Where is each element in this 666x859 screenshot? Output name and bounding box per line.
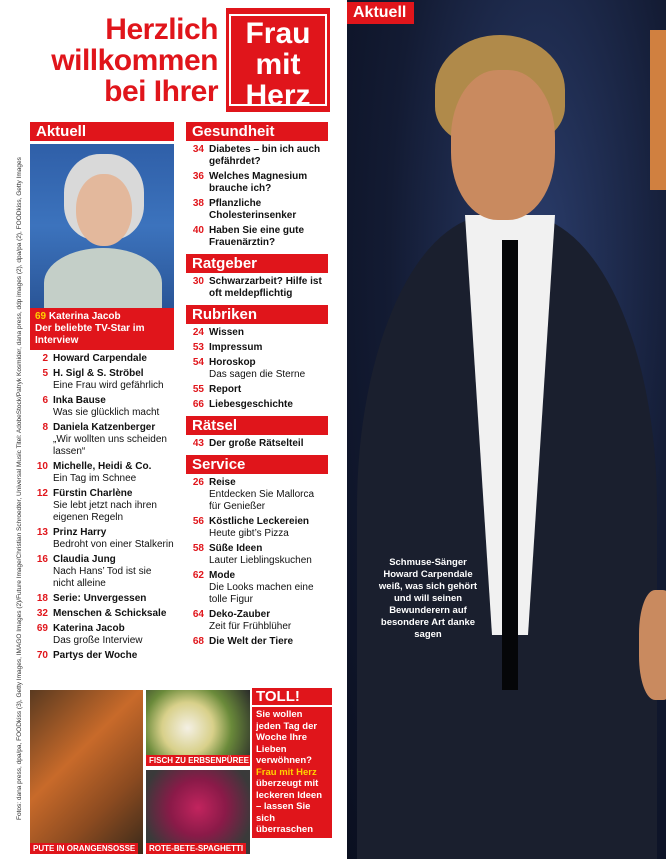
section-header-aktuell: Aktuell (30, 122, 174, 141)
photo-credits: Fotos: dana press, dpa/pa, FOODkiss (3), Getty Images, IMAGO Images (2)/Future Image/Christian Schroedter, Universal Music Titel: AdobeStock/Patryk Kosmider, dana press, ddp images (2), dpa/pa (2), FOODkiss, Getty Images (16, 157, 23, 820)
toc-entry (186, 438, 328, 450)
page-number: 16 (36, 554, 48, 565)
toc-entry (186, 276, 328, 300)
entry-title: Süße Ideen (209, 543, 263, 554)
page-number: 54 (192, 357, 204, 368)
toc-entry (186, 225, 328, 249)
entry-subtitle: Eine Frau wird gefährlich (53, 380, 164, 391)
toc-entry (186, 171, 328, 195)
page-number: 5 (42, 368, 48, 379)
entry-title: Howard Carpendale (53, 353, 147, 364)
recipe-photo-spaghetti: ROTE-BETE-SPAGHETTI (146, 770, 250, 854)
section-header: Gesundheit (186, 122, 328, 141)
entry-subtitle: Entdecken Sie Mallorca für Genießer (209, 489, 315, 512)
page-number: 43 (192, 438, 204, 449)
entry-subtitle: Das große Interview (53, 635, 143, 646)
page-number: 40 (192, 225, 204, 236)
page-number: 66 (192, 399, 204, 410)
entry-title: Claudia Jung (53, 554, 116, 565)
toc-entry (186, 144, 328, 168)
toc-entry (186, 342, 328, 354)
katerina-jacob-photo (30, 144, 174, 308)
entry-title: Michelle, Heidi & Co. (53, 461, 152, 472)
welcome-text: Herzlich willkommen bei Ihrer (51, 13, 218, 108)
page-number: 70 (36, 650, 48, 661)
page-number: 69 (36, 623, 48, 634)
entry-title: Welches Magnesium brauche ich? (209, 171, 308, 194)
page-number: 34 (192, 144, 204, 155)
toc-section (186, 416, 328, 450)
toc-entry (186, 198, 328, 222)
entry-title: H. Sigl & S. Ströbel (53, 368, 144, 379)
column-aktuell (30, 122, 174, 662)
entry-title: Wissen (209, 327, 244, 338)
entry-title: Pflanzliche Cholesterinsenker (209, 198, 297, 221)
page-number: 58 (192, 543, 204, 554)
entry-subtitle: Heute gibt’s Pizza (209, 528, 289, 539)
toc-section (186, 455, 328, 648)
entry-title: Serie: Unvergessen (53, 593, 147, 604)
toc-section (186, 305, 328, 411)
entry-subtitle: Sie lebt jetzt nach ihren eigenen Regeln (53, 500, 157, 523)
toc-entry (30, 395, 174, 419)
page-number: 55 (192, 384, 204, 395)
toc-entry (30, 554, 174, 590)
cover-story-caption: 69 Katerina Jacob Der beliebte TV-Star im Interview (30, 308, 174, 350)
toc-entry (30, 608, 174, 620)
entry-title: Diabetes – bin ich auch gefährdet? (209, 144, 321, 167)
entry-subtitle: Ein Tag im Schnee (53, 473, 137, 484)
photo-caption: Schmuse-Sänger Howard Carpendale weiß, was sich gehört und will seinen Bewunderern auf besondere Art danke sagen (378, 557, 478, 640)
page-number: 13 (36, 527, 48, 538)
toc-entry (30, 623, 174, 647)
toc-entry (186, 327, 328, 339)
entry-title: Prinz Harry (53, 527, 107, 538)
section-header: Rubriken (186, 305, 328, 324)
entry-title: Report (209, 384, 242, 395)
entry-title: Haben Sie eine gute Frauenärztin? (209, 225, 305, 248)
entry-subtitle: Die Looks machen eine tolle Figur (209, 582, 314, 605)
page-number: 18 (36, 593, 48, 604)
cover-photo-carpendale (347, 0, 666, 859)
section-header: Ratgeber (186, 254, 328, 273)
entry-title: Impressum (209, 342, 263, 353)
entry-subtitle: Nach Hans’ Tod ist sie nicht alleine (53, 566, 152, 589)
page-number: 36 (192, 171, 204, 182)
entry-title: Partys der Woche (53, 650, 138, 661)
toc-entry (30, 461, 174, 485)
entry-subtitle: Was sie glücklich macht (53, 407, 160, 418)
entry-title: Inka Bause (53, 395, 106, 406)
page-number: 6 (42, 395, 48, 406)
entry-title: Daniela Katzenberger (53, 422, 156, 433)
toc-entry (186, 516, 328, 540)
recipe-promo (30, 688, 330, 856)
page-number: 12 (36, 488, 48, 499)
toc-entry (30, 527, 174, 551)
page-number: 68 (192, 636, 204, 647)
aktuell-badge: Aktuell (347, 2, 414, 24)
entry-subtitle: „Wir wollten uns scheiden lassen“ (53, 434, 167, 457)
toc-entry (30, 353, 174, 365)
entry-title: Liebesgeschichte (209, 399, 293, 410)
toc-entry (30, 422, 174, 458)
toc-entry (186, 543, 328, 567)
section-header: Service (186, 455, 328, 474)
toc-entry (186, 636, 328, 648)
toc-section (186, 254, 328, 300)
page-number: 2 (42, 353, 48, 364)
entry-subtitle: Zeit für Frühblüher (209, 621, 292, 632)
section-header: Rätsel (186, 416, 328, 435)
toc-entry (186, 399, 328, 411)
entry-title: Der große Rätselteil (209, 438, 304, 449)
page-number: 38 (192, 198, 204, 209)
toc-entry (186, 384, 328, 396)
toc-section (186, 122, 328, 249)
page-number: 24 (192, 327, 204, 338)
entry-subtitle: Das sagen die Sterne (209, 369, 306, 380)
page-number: 56 (192, 516, 204, 527)
page-number: 64 (192, 609, 204, 620)
toc-entry (30, 650, 174, 662)
masthead (40, 8, 330, 116)
page-number: 53 (192, 342, 204, 353)
page-number: 30 (192, 276, 204, 287)
page-number: 8 (42, 422, 48, 433)
recipe-photo-fisch: FISCH ZU ERBSENPÜREE (146, 690, 250, 766)
toc-entry (186, 357, 328, 381)
page-number: 26 (192, 477, 204, 488)
entry-subtitle: Lauter Lieblingskuchen (209, 555, 312, 566)
toll-box: TOLL! Sie wollen jeden Tag der Woche Ihre Lieben verwöhnen? Frau mit Herz überzeugt mit leckeren Ideen – lassen Sie sich überraschen (252, 688, 332, 856)
page-number: 32 (36, 608, 48, 619)
toc-entry (30, 593, 174, 605)
entry-title: Menschen & Schicksale (53, 608, 167, 619)
entry-title: Schwarzarbeit? Hilfe ist oft meldepflichtig (209, 276, 322, 299)
entry-title: Deko-Zauber (209, 609, 271, 620)
aktuell-entries (30, 353, 174, 662)
entry-title: Mode (209, 570, 236, 581)
toc-entry (30, 488, 174, 524)
frau-mit-herz-logo: Frau mit Herz (226, 8, 330, 112)
entry-title: Köstliche Leckereien (209, 516, 310, 527)
entry-title: Reise (209, 477, 236, 488)
toc-entry (186, 570, 328, 606)
page-number: 10 (36, 461, 48, 472)
toc-entry (186, 477, 328, 513)
entry-title: Horoskop (209, 357, 256, 368)
entry-title: Katerina Jacob (53, 623, 125, 634)
entry-subtitle: Bedroht von einer Stalkerin (53, 539, 174, 550)
entry-title: Die Welt der Tiere (209, 636, 294, 647)
toc-entry (30, 368, 174, 392)
recipe-photo-pute: PUTE IN ORANGENSOSSE (30, 690, 143, 854)
entry-title: Fürstin Charlène (53, 488, 133, 499)
column-sections (186, 122, 328, 648)
page-number: 62 (192, 570, 204, 581)
toc-entry (186, 609, 328, 633)
